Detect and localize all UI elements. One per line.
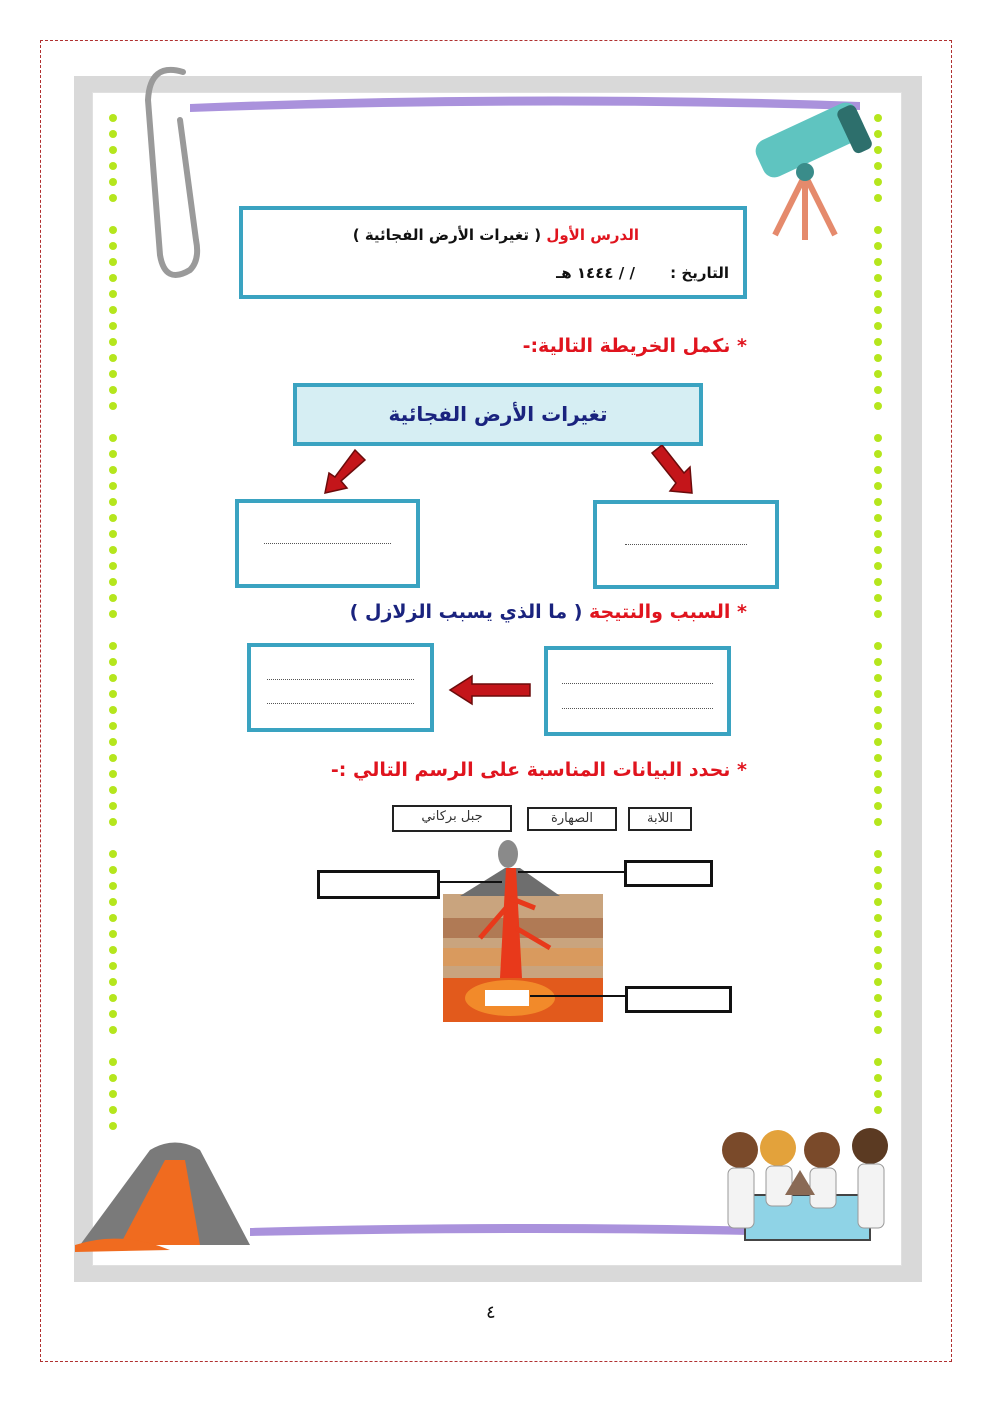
diagram-answer-box-left[interactable]	[317, 870, 440, 899]
red-arrow-down-right-icon	[642, 445, 702, 500]
volcano-illustration	[75, 1143, 250, 1253]
date-value: / / ١٤٤٤ هـ	[556, 264, 635, 282]
red-arrow-down-left-icon	[315, 445, 375, 500]
lesson-label: الدرس الأول	[546, 226, 639, 244]
section1-prompt: * نكمل الخريطة التالية:-	[522, 335, 747, 357]
dotted-line	[625, 544, 747, 545]
section2-prompt-red: * السبب والنتيجة	[589, 601, 747, 623]
dotted-line	[562, 683, 713, 684]
lesson-title-line	[353, 226, 639, 244]
date-label: التاريخ :	[670, 264, 729, 282]
diagram-answer-box-bottom-right[interactable]	[625, 986, 732, 1013]
dotted-line	[267, 703, 414, 704]
date-line	[556, 264, 729, 282]
lesson-title: ( تغيرات الأرض الفجائية )	[352, 226, 542, 244]
dotted-line	[264, 543, 391, 544]
left-dots	[109, 114, 117, 1130]
children-scientists-illustration	[722, 1128, 888, 1240]
page-number: ٤	[486, 1302, 496, 1323]
map-answer-box-left[interactable]	[235, 499, 420, 588]
section3-prompt: * نحدد البيانات المناسبة على الرسم التالي :-	[330, 759, 747, 781]
purple-stroke-bottom	[250, 1224, 800, 1236]
section2-prompt	[350, 601, 747, 623]
cause-box[interactable]	[544, 646, 731, 736]
concept-map-title: تغيرات الأرض الفجائية	[293, 383, 703, 446]
dotted-line	[562, 708, 713, 709]
word-bank-volcano[interactable]: جبل بركاني	[392, 805, 512, 832]
paperclip-icon	[148, 70, 197, 275]
right-dots	[874, 114, 882, 1114]
dotted-line	[267, 679, 414, 680]
effect-box[interactable]	[247, 643, 434, 732]
section2-prompt-blue: ( ما الذي يسبب الزلازل )	[349, 601, 583, 623]
purple-stroke-top	[190, 96, 860, 112]
red-arrow-left-icon	[448, 672, 532, 708]
map-answer-box-right[interactable]	[593, 500, 779, 589]
telescope-icon	[752, 99, 874, 240]
diagram-answer-box-top-right[interactable]	[624, 860, 713, 887]
word-bank-magma[interactable]: الصهارة	[527, 807, 617, 831]
lesson-header-box	[239, 206, 747, 299]
word-bank-lava[interactable]: اللابة	[628, 807, 692, 831]
